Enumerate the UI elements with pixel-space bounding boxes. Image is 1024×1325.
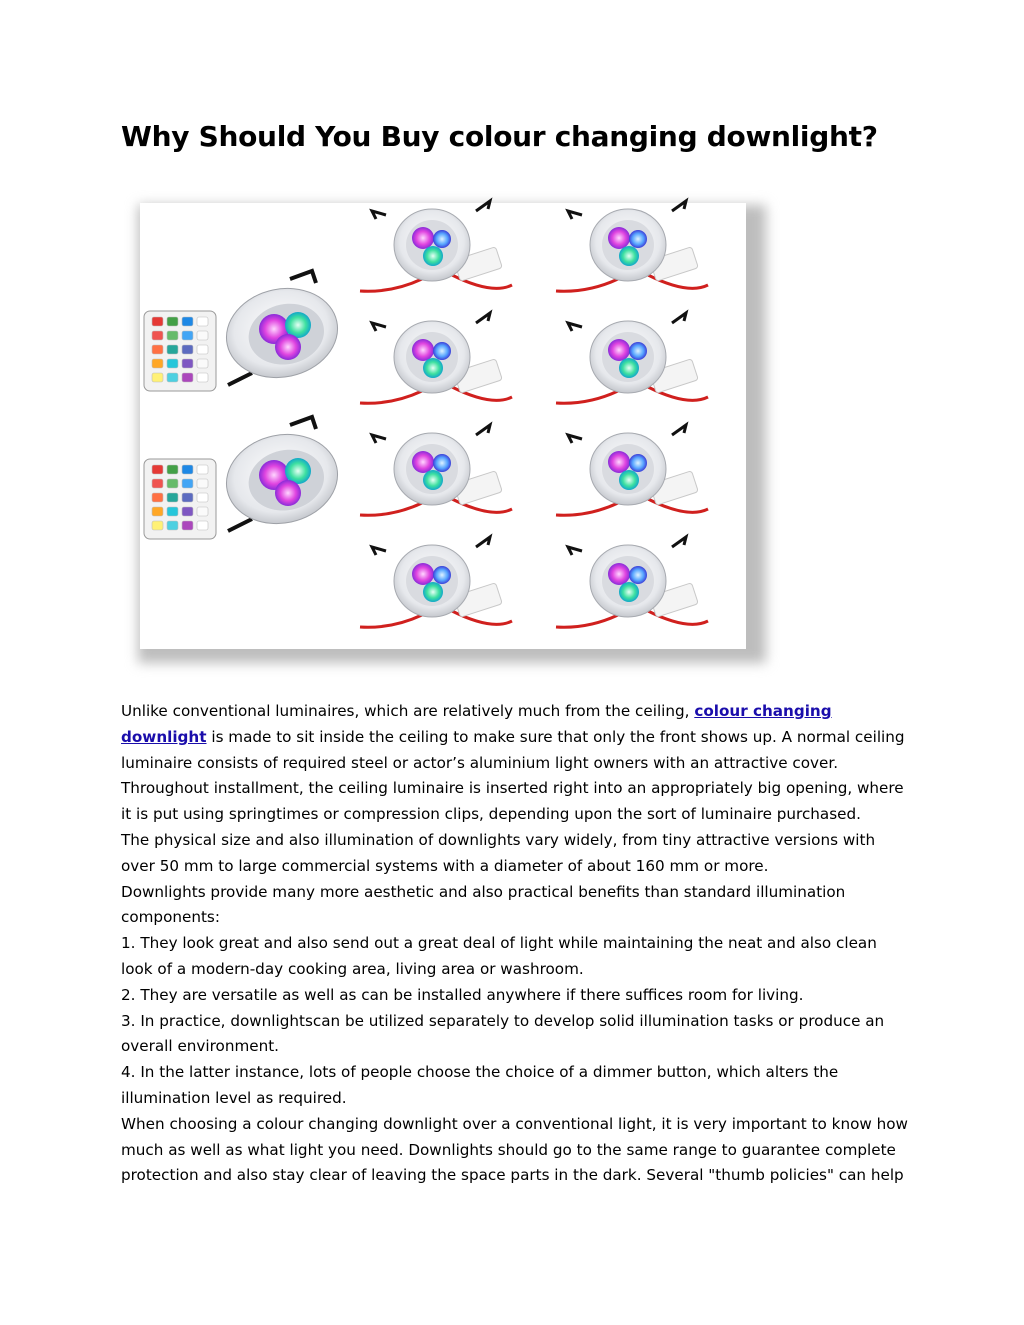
intro-text-start: Unlike conventional luminaires, which are relatively much from the ceiling, xyxy=(121,702,695,720)
downlight-5 xyxy=(360,425,512,515)
downlight-2 xyxy=(556,201,708,291)
intro-text-end: is made to sit inside the ceiling to make sure that only the front shows up. A normal ceiling luminaire consists of required steel or actor’s aluminium light owners with an attractive cover. Throughout installment, the ceiling luminaire is inserted right into an appropriately big opening, where it is put using springtimes or compression clips, depending upon the sort of luminaire purchased. xyxy=(121,727,905,824)
product-image xyxy=(132,197,764,665)
colour-changing-downlight-link[interactable]: colour changing downlight xyxy=(121,702,832,746)
paragraph-size: The physical size and also illumination of downlights vary widely, from tiny attractive versions with over 50 mm to large commercial systems with a diameter of about 160 mm or more. xyxy=(121,830,876,875)
list-item-2: 2. They are versatile as well as can be installed anywhere if there suffices room for living. xyxy=(121,985,804,1004)
list-item-3: 3. In practice, downlightscan be utilized separately to develop solid illumination tasks or produce an overall environment. xyxy=(121,1011,885,1056)
paragraph-choosing: When choosing a colour changing downlight over a conventional light, it is very important to know how much as well as what light you need. Downlights should go to the same range to guarantee complete protection and also stay clear of leaving the space parts in the dark. Several "thumb policies" can help xyxy=(121,1114,908,1185)
downlight-7 xyxy=(360,537,512,627)
remote-control-1 xyxy=(144,311,216,391)
list-item-4: 4. In the latter instance, lots of people choose the choice of a dimmer button, which alters the illumination level as required. xyxy=(121,1063,839,1107)
downlight-4 xyxy=(556,313,708,403)
paragraph-intro xyxy=(121,699,911,828)
paragraph-benefits-intro: Downlights provide many more aesthetic and also practical benefits than standard illumination components: xyxy=(121,882,846,927)
downlight-1 xyxy=(360,201,512,291)
downlight-illustration xyxy=(132,197,764,665)
list-item-1: 1. They look great and also send out a great deal of light while maintaining the neat and also clean look of a modern-day cooking area, living area or washroom. xyxy=(121,934,877,978)
downlight-large-1 xyxy=(218,271,346,388)
downlight-3 xyxy=(360,313,512,403)
article-body xyxy=(121,699,911,1189)
downlight-8 xyxy=(556,537,708,627)
page-title: Why Should You Buy colour changing downlight? xyxy=(121,120,878,153)
downlight-large-2 xyxy=(218,417,346,534)
remote-control-2 xyxy=(144,459,216,539)
downlight-6 xyxy=(556,425,708,515)
